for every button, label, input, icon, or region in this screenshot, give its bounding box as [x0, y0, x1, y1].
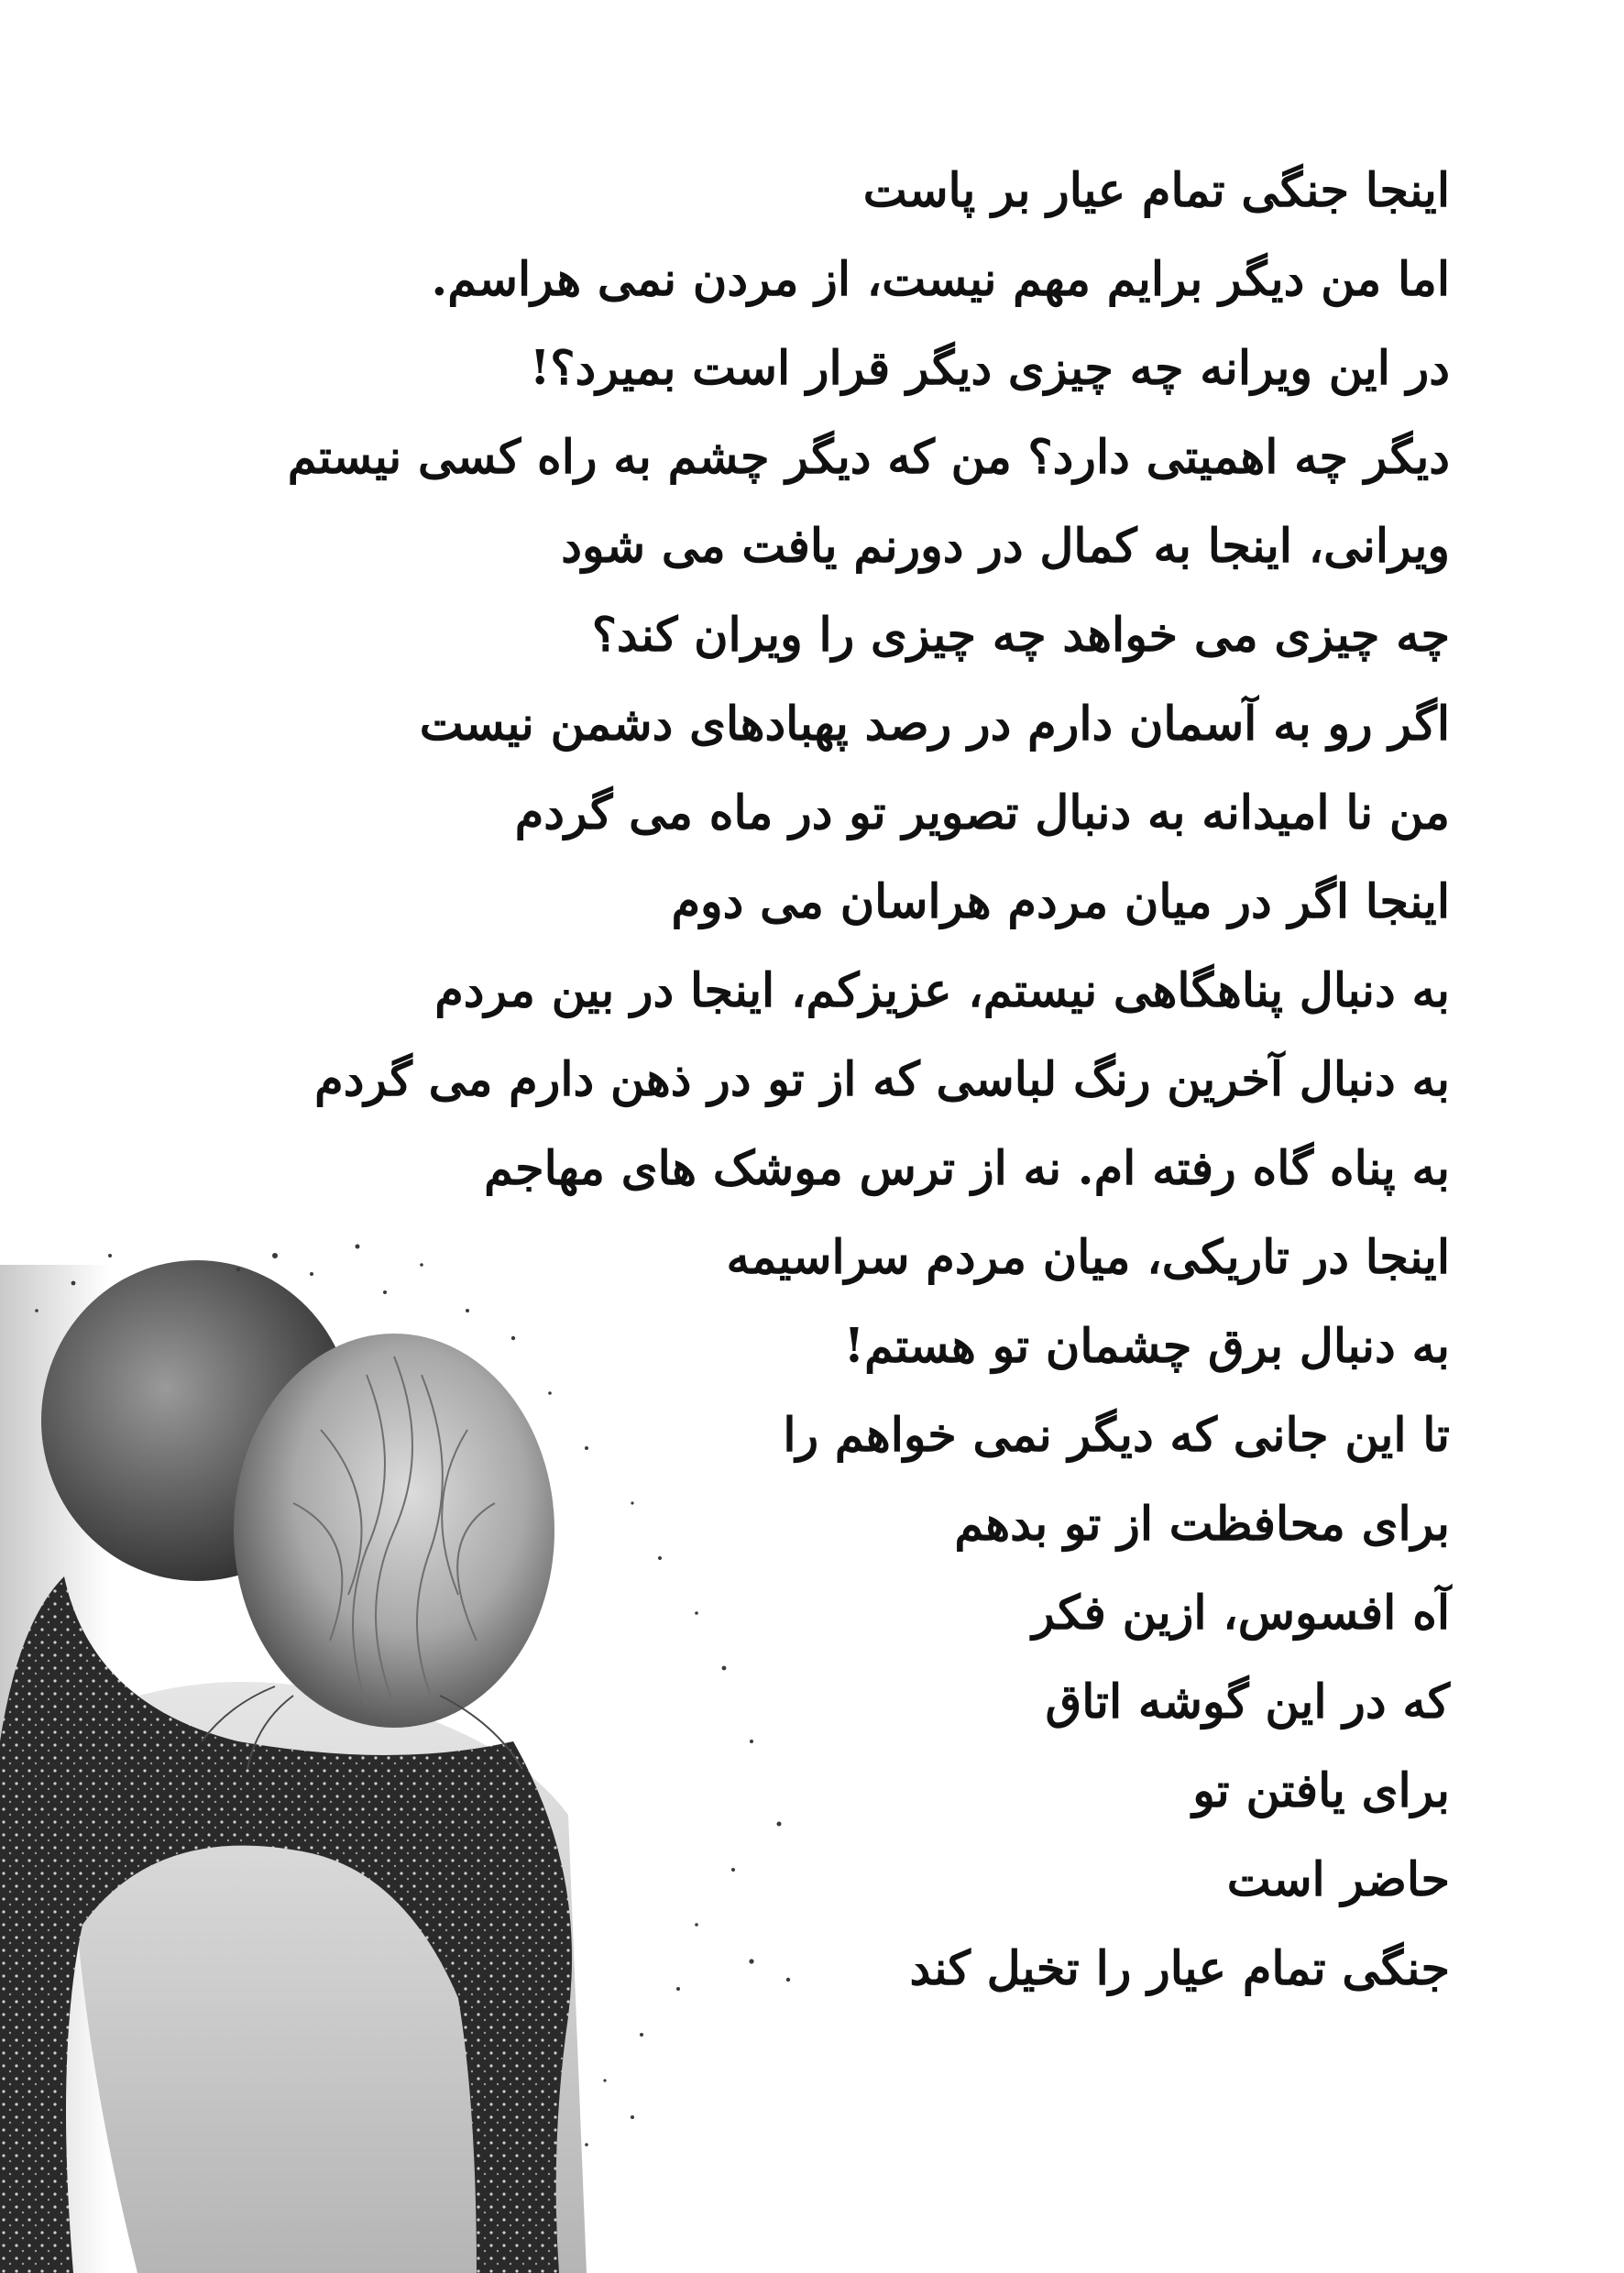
poem-line: اینجا اگر در میان مردم هراسان می دوم — [671, 874, 1450, 929]
poem-line: دیگر چه اهمیتی دارد؟ من که دیگر چشم به راه کسی نیستم — [287, 430, 1450, 485]
poem-line: تا این جانی که دیگر نمی خواهم را — [783, 1408, 1450, 1463]
poem-line: به دنبال آخرین رنگ لباسی که از تو در ذهن دارم می گردم — [314, 1052, 1450, 1107]
poem-line: جنگی تمام عیار را تخیل کند — [909, 1941, 1450, 1996]
poem-line: من نا امیدانه به دنبال تصویر تو در ماه می گردم — [514, 785, 1450, 840]
poem-line: برای محافظت از تو بدهم — [954, 1497, 1450, 1552]
poem-line: چه چیزی می خواهد چه چیزی را ویران کند؟ — [591, 608, 1450, 663]
poem-line: به پناه گاه رفته ام. نه از ترس موشک های مهاجم — [484, 1141, 1450, 1196]
poem-line: حاضر است — [1226, 1852, 1450, 1907]
poem-text — [75, 147, 1450, 2014]
poem-line: اما من دیگر برایم مهم نیست، از مردن نمی هراسم. — [431, 252, 1450, 307]
poem-line: در این ویرانه چه چیزی دیگر قرار است بمیرد؟! — [530, 341, 1450, 396]
poem-line: اگر رو به آسمان دارم در رصد پهبادهای دشمن نیست — [419, 697, 1450, 752]
poem-line: اینجا در تاریکی، میان مردم سراسیمه — [726, 1230, 1450, 1285]
poem-line: که در این گوشه اتاق — [1045, 1675, 1450, 1729]
poem-line: برای یافتن تو — [1192, 1763, 1450, 1818]
poem-line: آه افسوس، ازین فکر — [1032, 1586, 1450, 1641]
poem-line: به دنبال برق چشمان تو هستم! — [843, 1319, 1450, 1374]
poem-line: ویرانی، اینجا به کمال در دورنم یافت می شود — [561, 519, 1450, 574]
poem-line: به دنبال پناهگاهی نیستم، عزیزکم، اینجا در بین مردم — [434, 963, 1450, 1018]
poem-line: اینجا جنگی تمام عیار بر پاست — [862, 163, 1450, 218]
